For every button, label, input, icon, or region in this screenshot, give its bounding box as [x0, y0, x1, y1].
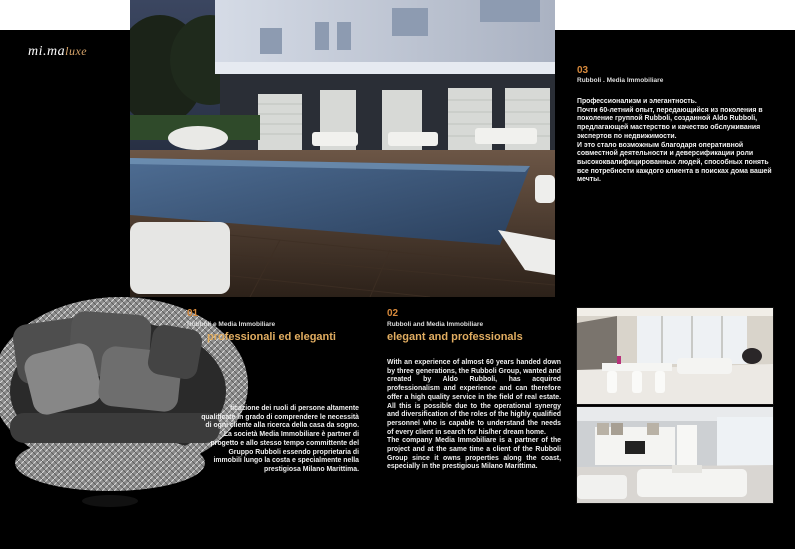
section-03-subtitle: Rubboli . Media Immobiliare [577, 77, 664, 84]
section-02-heading: elegant and professionals [387, 331, 523, 343]
section-03-paragraph: И это стало возможным благодаря оперативной совместной деятельности и деверсификации роли высококвалифицированных людей, способных понять все потребности каждого клиента в поисках дома вашей мечты. [577, 141, 772, 184]
villa-pool-photo [130, 0, 555, 297]
section-01-body [199, 405, 359, 475]
section-02-paragraph: With an experience of almost 60 years handed down by three generations, the Rubboli Group, wanted and created by Aldo Rubboli, has acquired professionalism and experience and can therefore offer a high quality service in the field of real estate. All this is possible due to the operational synergy and diversification of the roles of the highly qualified personnel who is capable to understand the needs of every client in search for his/her dream home. [387, 359, 561, 436]
brand-name-accent: luxe [65, 44, 88, 58]
section-03-paragraph: Профессионализм и элегантность. [577, 98, 697, 105]
dining-room-photo [576, 307, 774, 405]
section-01-paragraph: ficazione dei ruoli di persone altamente qualificate in grado di comprendere le necessità di ogni cliente alla ricerca della casa da sogno. [201, 405, 359, 430]
brand-name: mi.ma [28, 44, 66, 59]
section-01-paragraph: La società Media Immobiliare è partner di progetto e allo stesso tempo committente del Gruppo Rubboli essendo proprietaria di immobili lungo la costa e specialmente nella prestigiosa Milano Marittima. [210, 431, 359, 473]
living-room-photo [576, 406, 774, 504]
section-02-number: 02 [387, 308, 399, 319]
section-03-paragraph: Почти 60-летний опыт, передающийся из поколения в поколение группой Rubboli, созданной Aldo Rubboli, предлагающей мастерство и качество обслуживания экспертов по недвижимости. [577, 106, 763, 140]
section-01-number: 01 [187, 308, 199, 319]
section-02-subtitle: Rubboli and Media Immobiliare [387, 321, 484, 328]
brand-logo [28, 44, 87, 60]
section-03-body [577, 98, 772, 185]
section-01-subtitle: Rubboli e Media Immobiliare [187, 321, 276, 328]
section-02-body [387, 359, 561, 472]
section-01-heading: professionali ed eleganti [207, 331, 336, 343]
section-02-paragraph: The company Media Immobiliare is a partner of the project and at the same time a client of the Rubboli Group since it owns properties along the coast, especially in the prestigious Milano Marittima. [387, 437, 561, 471]
section-03-number: 03 [577, 65, 589, 76]
